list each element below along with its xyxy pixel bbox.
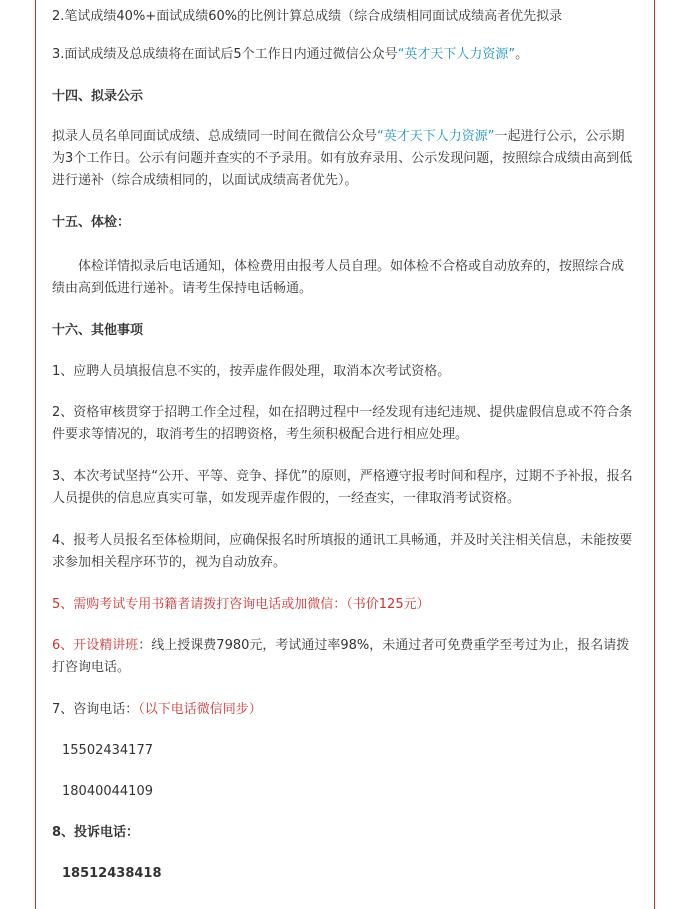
complaint-phone-number[interactable]: 18512438418 [62,866,162,881]
item-5-books: 5、需购考试专用书籍者请拨打咨询电话或加微信：（书价125元） [52,597,430,612]
section-14-text: 拟录人员名单同面试成绩、总成绩同一时间在微信公众号 [52,129,378,144]
phone-number-1[interactable]: 15502434177 [62,743,153,758]
item-6-highlight: 开设精讲班 [73,638,139,653]
section-14-paragraph [52,126,636,192]
item-6-number: 6、 [52,638,74,653]
item-3: 3、本次考试坚持“公开、平等、竞争、择优”的原则，严格遵守报考时间和程序，过期不予补报，报名人员提供的信息应真实可靠，如发现弄虚作假的，一经查实，一律取消考试资格。 [52,469,633,506]
item-7-note: （以下电话微信同步） [138,702,262,717]
score-publish-end: 。 [515,47,529,62]
item-7 [52,699,636,721]
section-14-text-rest: 一起进行公示，公示期为3个工作日。公示有问题并查实的不予录用。如有放弃录用、公示发现问题，按照综合成绩由高到低进行递补（综合成绩相同的，以面试成绩高者优先）。 [52,129,633,188]
section-14-heading: 十四、拟录公示 [52,89,144,104]
wechat-account-link[interactable]: “英才天下人力资源” [397,47,516,62]
item-8-complaint: 8、投诉电话： [52,825,140,840]
score-publish-rule [52,44,636,66]
item-6 [52,635,636,679]
section-16-heading: 十六、其他事项 [52,323,144,338]
item-1: 1、应聘人员填报信息不实的，按弄虚作假处理，取消本次考试资格。 [52,364,451,379]
item-2: 2、资格审核贯穿于招聘工作全过程，如在招聘过程中一经发现有违纪违规、提供虚假信息或不符合条件要求等情况的，取消考生的招聘资格，考生须积极配合进行相应处理。 [52,405,633,442]
score-publish-text: 3.面试成绩及总成绩将在面试后5个工作日内通过微信公众号 [52,47,398,62]
right-border-line [654,0,655,909]
wechat-account-link-2[interactable]: “英才天下人力资源” [377,129,495,144]
phone-number-2[interactable]: 18040044109 [62,784,153,799]
left-border-line [35,0,36,909]
item-4: 4、报考人员报名至体检期间，应确保报名时所填报的通讯工具畅通，并及时关注相关信息，未能按要求参加相关程序环节的，视为自动放弃。 [52,533,633,570]
exam-score-rule: 2.笔试成绩40%+面试成绩60%的比例计算总成绩（综合成绩相同面试成绩高者优先拟录 [52,9,563,24]
section-15-paragraph: 体检详情拟录后电话通知，体检费用由报考人员自理。如体检不合格或自动放弃的，按照综合成绩由高到低进行递补。请考生保持电话畅通。 [52,259,625,296]
item-7-label: 7、咨询电话： [52,702,139,717]
item-6-text: ：线上授课费7980元，考试通过率98%，未通过者可免费重学至考过为止，报名请拨打咨询电话。 [52,638,630,675]
section-15-heading: 十五、体检： [52,215,131,230]
